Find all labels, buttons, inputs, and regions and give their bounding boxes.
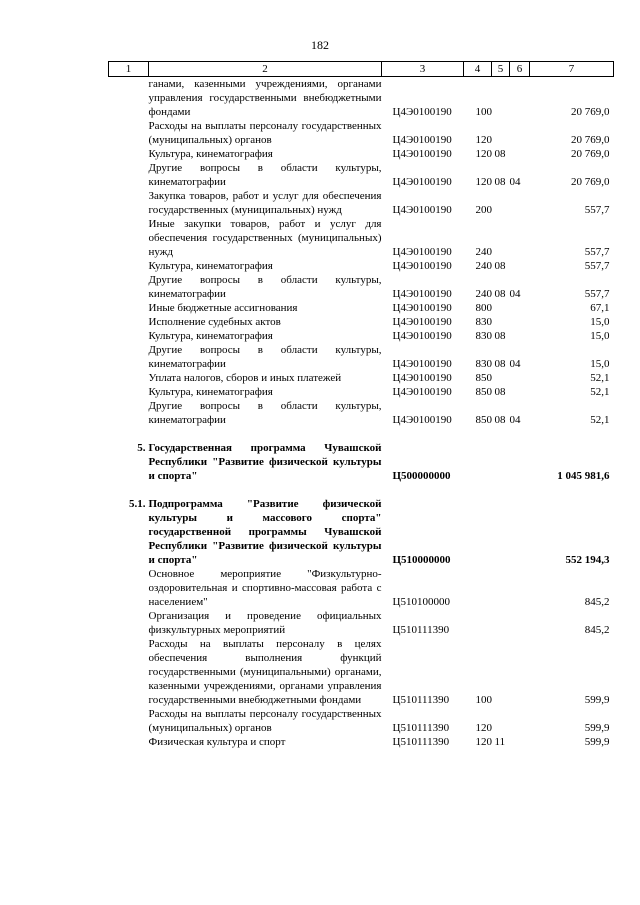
row-name: Уплата налогов, сборов и иных платежей — [148, 372, 342, 384]
table-row — [109, 259, 614, 273]
row-subsection — [510, 707, 530, 735]
row-name: Государственная программа Чувашской Республики "Развитие физической культуры и спорта" — [148, 442, 382, 482]
row-number — [109, 273, 149, 301]
row-code: Ц4Э0100190 — [392, 302, 452, 314]
table-row — [109, 497, 614, 567]
row-section — [492, 441, 510, 483]
row-number — [109, 371, 149, 385]
header-row — [109, 62, 614, 77]
row-number — [109, 637, 149, 707]
row-number — [109, 119, 149, 147]
row-expense-type: 120 — [475, 176, 492, 188]
row-expense-type: 830 — [475, 330, 492, 342]
row-amount: 15,0 — [590, 316, 610, 328]
row-subsection — [510, 441, 530, 483]
row-section — [492, 567, 510, 609]
row-expense-type: 200 — [475, 204, 492, 216]
row-subsection: 04 — [509, 176, 521, 188]
row-section — [492, 637, 510, 707]
header-col-5: 5 — [492, 62, 510, 77]
row-section — [492, 189, 510, 217]
row-amount: 20 769,0 — [571, 134, 610, 146]
row-section — [492, 77, 510, 120]
row-subsection — [510, 371, 530, 385]
row-code: Ц4Э0100190 — [392, 134, 452, 146]
page-number: 182 — [311, 38, 329, 52]
row-expense-type — [464, 497, 492, 567]
row-code: Ц4Э0100190 — [392, 106, 452, 118]
row-number — [109, 707, 149, 735]
row-name: Подпрограмма "Развитие физической культуры и массового спорта" государственной программы Чувашской Республики "Развитие физической культуры и спорта" — [148, 498, 382, 566]
row-name: ганами, казенными учреждениями, органами управления государственными внебюджетными фондами — [148, 78, 382, 118]
row-expense-type: 240 — [475, 260, 492, 272]
table-row — [109, 735, 614, 749]
row-number: 5. — [137, 442, 146, 454]
row-number — [109, 343, 149, 371]
row-name: Культура, кинематография — [148, 148, 273, 160]
row-amount: 599,9 — [584, 722, 610, 734]
row-code: Ц510000000 — [392, 554, 451, 566]
row-amount: 552 194,3 — [565, 554, 610, 566]
row-code: Ц4Э0100190 — [392, 358, 452, 370]
row-section: 08 — [494, 414, 506, 426]
spacer-row — [109, 427, 614, 441]
row-amount: 67,1 — [590, 302, 610, 314]
row-expense-type: 850 — [475, 414, 492, 426]
row-name: Организация и проведение официальных физкультурных мероприятий — [148, 610, 382, 636]
row-expense-type: 240 — [475, 246, 492, 258]
row-amount: 20 769,0 — [571, 176, 610, 188]
row-number — [109, 147, 149, 161]
row-subsection — [510, 497, 530, 567]
row-code: Ц4Э0100190 — [392, 288, 452, 300]
row-expense-type: 100 — [475, 694, 492, 706]
row-subsection — [510, 735, 530, 749]
row-amount: 599,9 — [584, 694, 610, 706]
table-row — [109, 329, 614, 343]
row-amount: 845,2 — [584, 624, 610, 636]
header-col-7: 7 — [530, 62, 614, 77]
row-subsection — [510, 385, 530, 399]
table-row — [109, 567, 614, 609]
row-code: Ц510100000 — [392, 596, 450, 608]
row-number — [109, 735, 149, 749]
table-row — [109, 77, 614, 120]
table-row — [109, 189, 614, 217]
table-row — [109, 637, 614, 707]
header-col-1: 1 — [109, 62, 149, 77]
budget-table — [108, 61, 614, 749]
row-amount: 557,7 — [584, 204, 610, 216]
row-subsection — [510, 329, 530, 343]
row-expense-type: 800 — [475, 302, 492, 314]
header-col-4: 4 — [464, 62, 492, 77]
row-number — [109, 161, 149, 189]
spacer-cell — [109, 483, 614, 497]
row-code: Ц4Э0100190 — [392, 260, 452, 272]
row-number — [109, 329, 149, 343]
row-subsection — [510, 189, 530, 217]
row-section — [492, 609, 510, 637]
row-amount: 52,1 — [590, 386, 610, 398]
row-subsection: 04 — [509, 288, 521, 300]
row-code: Ц4Э0100190 — [392, 148, 452, 160]
row-expense-type: 120 — [475, 134, 492, 146]
table-row — [109, 609, 614, 637]
row-amount: 20 769,0 — [571, 148, 610, 160]
header-col-2: 2 — [149, 62, 382, 77]
row-section: 08 — [494, 288, 506, 300]
row-name: Закупка товаров, работ и услуг для обеспечения государственных (муниципальных) нужд — [148, 190, 382, 216]
row-amount: 52,1 — [590, 372, 610, 384]
row-subsection — [510, 637, 530, 707]
row-expense-type: 120 — [475, 722, 492, 734]
row-name: Другие вопросы в области культуры, кинематографии — [148, 400, 382, 426]
row-section — [492, 217, 510, 259]
table-row — [109, 399, 614, 427]
row-code: Ц500000000 — [392, 470, 451, 482]
row-name: Культура, кинематография — [148, 330, 273, 342]
row-amount: 599,9 — [584, 736, 610, 748]
row-code: Ц4Э0100190 — [392, 414, 452, 426]
row-expense-type — [464, 567, 492, 609]
row-number — [109, 567, 149, 609]
row-code: Ц4Э0100190 — [392, 330, 452, 342]
row-amount: 557,7 — [584, 288, 610, 300]
table-row — [109, 301, 614, 315]
row-expense-type — [464, 609, 492, 637]
row-number — [109, 77, 149, 120]
row-expense-type: 830 — [475, 316, 492, 328]
table-row — [109, 273, 614, 301]
row-subsection — [510, 315, 530, 329]
row-section — [492, 497, 510, 567]
row-name: Культура, кинематография — [148, 386, 273, 398]
row-name: Расходы на выплаты персоналу государственных (муниципальных) органов — [148, 120, 382, 146]
row-number — [109, 259, 149, 273]
row-section: 08 — [494, 386, 506, 398]
table-row — [109, 343, 614, 371]
row-number — [109, 189, 149, 217]
row-name: Расходы на выплаты персоналу в целях обеспечения выполнения функций государственными (муниципальными) органами, казенными учреждениями, органами управления государственными внебюджетными фондами — [148, 638, 382, 706]
row-amount: 15,0 — [590, 330, 610, 342]
table-row — [109, 315, 614, 329]
row-subsection: 04 — [509, 414, 521, 426]
row-code: Ц4Э0100190 — [392, 316, 452, 328]
row-code: Ц510111390 — [392, 722, 450, 734]
row-code: Ц4Э0100190 — [392, 372, 452, 384]
row-number — [109, 385, 149, 399]
row-amount: 1 045 981,6 — [557, 470, 610, 482]
row-name: Иные бюджетные ассигнования — [148, 302, 298, 314]
row-expense-type: 850 — [475, 386, 492, 398]
table-row — [109, 147, 614, 161]
row-name: Расходы на выплаты персоналу государственных (муниципальных) органов — [148, 708, 382, 734]
row-expense-type: 240 — [475, 288, 492, 300]
header-col-3: 3 — [382, 62, 464, 77]
row-name: Основное мероприятие "Физкультурно-оздоровительная и спортивно-массовая работа с населением" — [148, 568, 382, 608]
table-row — [109, 385, 614, 399]
row-section — [492, 119, 510, 147]
row-section: 08 — [494, 176, 506, 188]
table-body — [109, 77, 614, 750]
row-section — [492, 707, 510, 735]
spacer-row — [109, 483, 614, 497]
table-row — [109, 371, 614, 385]
row-name: Физическая культура и спорт — [148, 736, 286, 748]
row-name: Другие вопросы в области культуры, кинематографии — [148, 274, 382, 300]
table-row — [109, 707, 614, 735]
header-col-6: 6 — [510, 62, 530, 77]
row-section: 08 — [494, 358, 506, 370]
table-row — [109, 119, 614, 147]
row-code: Ц4Э0100190 — [392, 176, 452, 188]
table-header — [109, 62, 614, 77]
row-code: Ц510111390 — [392, 736, 450, 748]
row-name: Другие вопросы в области культуры, кинематографии — [148, 344, 382, 370]
row-code: Ц510111390 — [392, 624, 450, 636]
row-amount: 15,0 — [590, 358, 610, 370]
row-subsection — [510, 301, 530, 315]
row-section — [492, 371, 510, 385]
row-amount: 845,2 — [584, 596, 610, 608]
row-subsection — [510, 147, 530, 161]
row-amount: 557,7 — [584, 260, 610, 272]
row-number — [109, 315, 149, 329]
row-subsection — [510, 217, 530, 259]
table-row — [109, 217, 614, 259]
row-expense-type — [464, 441, 492, 483]
row-expense-type: 100 — [475, 106, 492, 118]
row-number — [109, 609, 149, 637]
row-subsection: 04 — [509, 358, 521, 370]
row-name: Иные закупки товаров, работ и услуг для обеспечения государственных (муниципальных) нужд — [148, 218, 382, 258]
row-subsection — [510, 609, 530, 637]
table-row — [109, 161, 614, 189]
row-subsection — [510, 259, 530, 273]
row-expense-type: 120 — [475, 736, 492, 748]
row-section: 08 — [494, 260, 506, 272]
row-number — [109, 217, 149, 259]
row-number: 5.1. — [129, 498, 146, 510]
row-section: 08 — [494, 148, 506, 160]
row-name: Культура, кинематография — [148, 260, 273, 272]
table-row — [109, 441, 614, 483]
row-subsection — [510, 119, 530, 147]
row-amount: 20 769,0 — [571, 106, 610, 118]
row-code: Ц510111390 — [392, 694, 450, 706]
row-expense-type: 830 — [475, 358, 492, 370]
row-expense-type: 120 — [475, 148, 492, 160]
row-name: Исполнение судебных актов — [148, 316, 281, 328]
row-amount: 52,1 — [590, 414, 610, 426]
row-section — [492, 315, 510, 329]
row-section: 08 — [494, 330, 506, 342]
row-expense-type: 850 — [475, 372, 492, 384]
row-code: Ц4Э0100190 — [392, 246, 452, 258]
row-number — [109, 301, 149, 315]
row-number — [109, 399, 149, 427]
row-code: Ц4Э0100190 — [392, 204, 452, 216]
row-amount: 557,7 — [584, 246, 610, 258]
row-code: Ц4Э0100190 — [392, 386, 452, 398]
row-section: 11 — [494, 736, 506, 748]
row-subsection — [510, 77, 530, 120]
row-subsection — [510, 567, 530, 609]
row-name: Другие вопросы в области культуры, кинематографии — [148, 162, 382, 188]
spacer-cell — [109, 427, 614, 441]
row-section — [492, 301, 510, 315]
